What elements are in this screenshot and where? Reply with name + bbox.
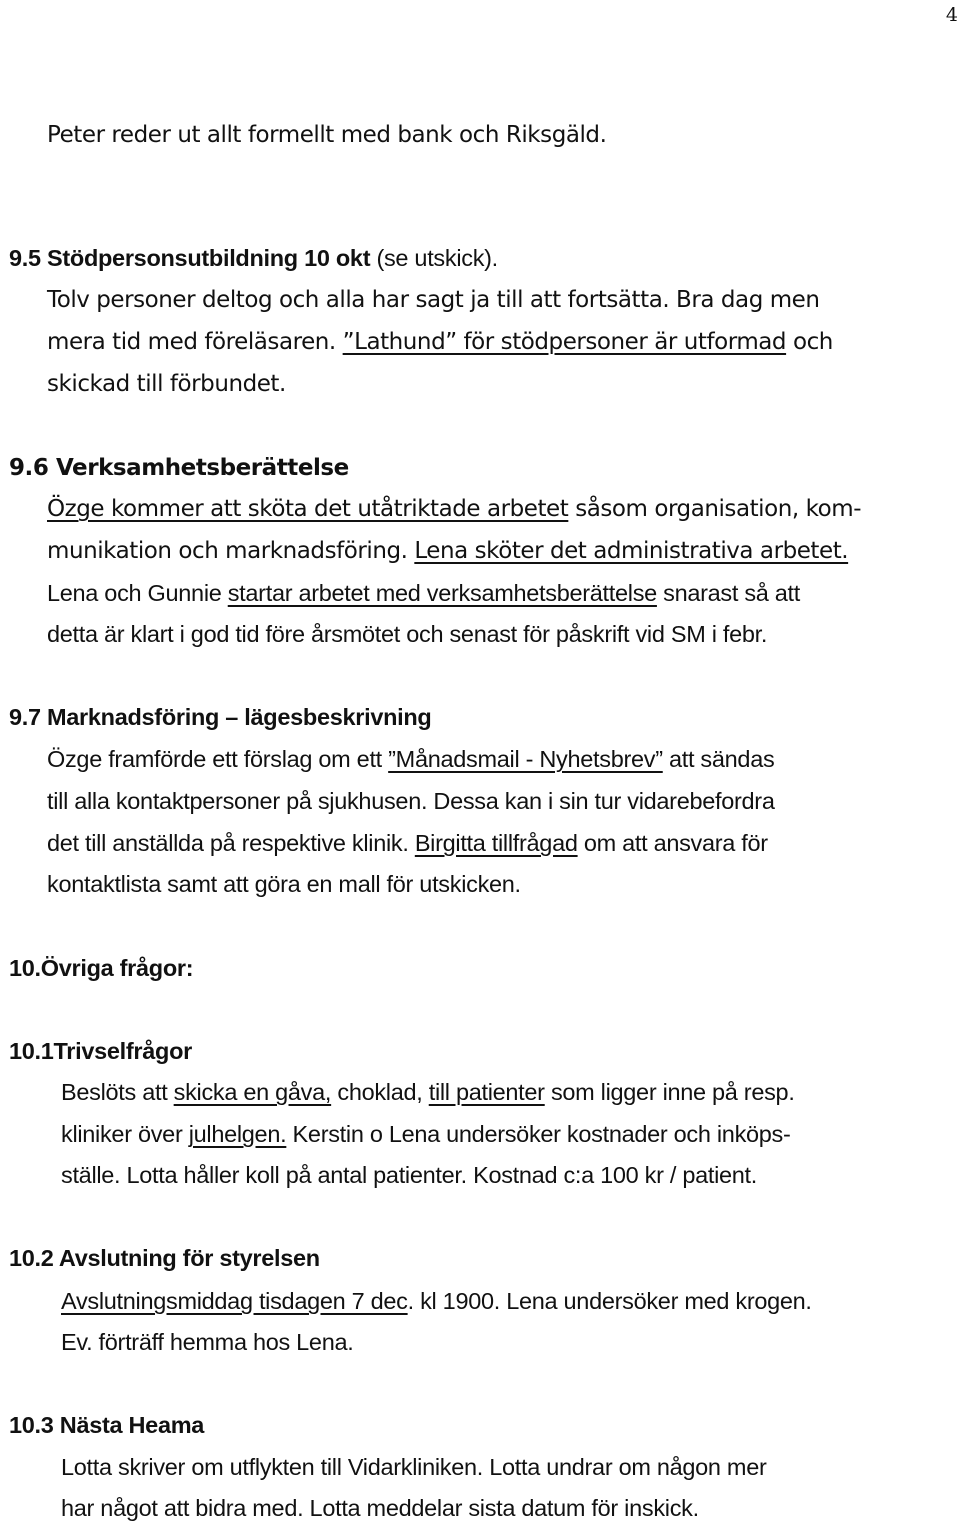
section-heading-9-6: 9.6 Verksamhetsberättelse (9, 455, 349, 481)
text-line: skickad till förbundet. (47, 371, 286, 397)
text-line: ställe. Lotta håller koll på antal patienter. Kostnad c:a 100 kr / patient. (61, 1162, 758, 1188)
text-line: Lena och Gunnie startar arbetet med verksamhetsberättelse snarast så att (47, 580, 801, 606)
text-line: Beslöts att skicka en gåva, choklad, till patienter som ligger inne på resp. (61, 1079, 795, 1105)
page-number: 4 (945, 4, 958, 26)
section-heading-10-3: 10.3 Nästa Heama (9, 1412, 205, 1438)
text-line: kliniker över julhelgen. Kerstin o Lena undersöker kostnader och inköps- (61, 1121, 791, 1147)
text-line: det till anställda på respektive klinik. Birgitta tillfrågad om att ansvara för (47, 830, 768, 856)
text-line: Özge kommer att sköta det utåtriktade arbetet såsom organisation, kom- (47, 496, 862, 522)
text-line: Peter reder ut allt formellt med bank och Riksgäld. (47, 122, 607, 148)
text-line: mera tid med föreläsaren. ”Lathund” för stödpersoner är utformad och (47, 329, 833, 355)
text-line: munikation och marknadsföring. Lena sköter det administrativa arbetet. (47, 538, 849, 564)
section-heading-9-5: 9.5 Stödpersonsutbildning 10 okt (se utskick). (9, 245, 498, 271)
text-line: Tolv personer deltog och alla har sagt ja till att fortsätta. Bra dag men (47, 287, 820, 313)
text-line: Lotta skriver om utflykten till Vidarkliniken. Lotta undrar om någon mer (61, 1454, 767, 1480)
text-line: har något att bidra med. Lotta meddelar sista datum för inskick. (61, 1495, 699, 1521)
text-line: kontaktlista samt att göra en mall för utskicken. (47, 871, 521, 897)
text-line: detta är klart i god tid före årsmötet och senast för påskrift vid SM i febr. (47, 621, 768, 647)
text-line: Avslutningsmiddag tisdagen 7 dec. kl 1900. Lena undersöker med krogen. (61, 1288, 812, 1314)
section-heading-10-2: 10.2 Avslutning för styrelsen (9, 1245, 320, 1271)
text-line: till alla kontaktpersoner på sjukhusen. Dessa kan i sin tur vidarebefordra (47, 788, 775, 814)
text-line: Ev. förträff hemma hos Lena. (61, 1329, 354, 1355)
section-heading-9-7: 9.7 Marknadsföring – lägesbeskrivning (9, 704, 432, 730)
section-heading-10: 10.Övriga frågor: (9, 955, 194, 981)
text-line: Özge framförde ett förslag om ett ”Månadsmail - Nyhetsbrev” att sändas (47, 746, 775, 772)
section-heading-10-1: 10.1Trivselfrågor (9, 1038, 193, 1064)
